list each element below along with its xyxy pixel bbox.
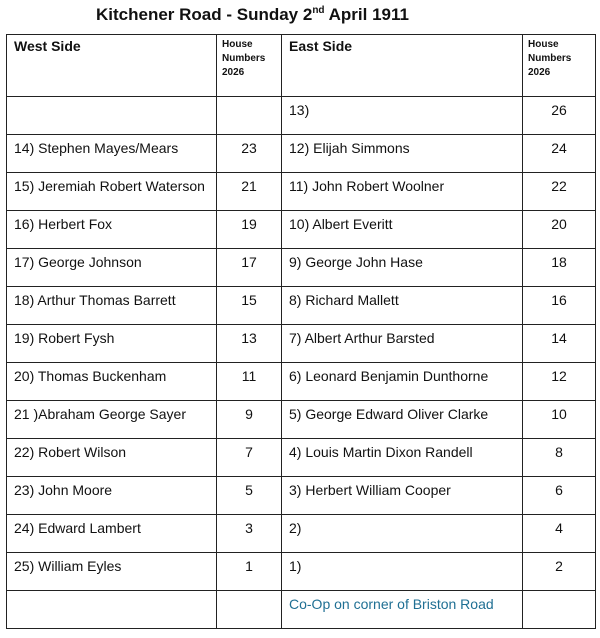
title-date-suffix: April 1911 [324,5,409,24]
east-resident-cell-text: 5) George Edward Oliver Clarke [289,406,489,422]
west-resident-cell-text: 19) Robert Fysh [14,330,115,346]
east-resident-cell [282,97,523,135]
west-resident-cell-text: 25) William Eyles [14,558,122,574]
west-house-number-cell [217,591,282,629]
page-title [96,5,409,25]
east-resident-cell [282,173,523,211]
east-house-number-cell-text: 24 [551,140,567,156]
east-house-numbers-header [523,35,596,97]
east-house-number-cell-text [523,591,595,595]
west-house-number-cell-text: 13 [241,330,257,346]
west-house-number-cell-text: 23 [241,140,257,156]
west-house-number-cell [217,477,282,515]
east-hn-line-2: Numbers [528,53,572,64]
east-house-number-cell [523,97,596,135]
west-resident-cell [7,439,217,477]
east-house-number-cell-text: 12 [551,368,567,384]
west-resident-cell-text: 18) Arthur Thomas Barrett [14,292,176,308]
east-resident-cell [282,135,523,173]
east-house-number-cell [523,135,596,173]
west-house-number-cell-text: 15 [241,292,257,308]
east-resident-cell [282,363,523,401]
table-row [7,477,596,515]
west-resident-cell [7,249,217,287]
east-resident-cell [282,439,523,477]
west-house-numbers-header [217,35,282,97]
west-house-number-cell-text: 1 [245,558,253,574]
west-side-header: West Side [7,35,217,97]
west-house-number-cell [217,325,282,363]
west-house-number-cell [217,553,282,591]
east-house-number-cell [523,477,596,515]
west-house-number-cell [217,287,282,325]
table-row [7,211,596,249]
east-resident-cell-text: 11) John Robert Woolner [289,178,445,194]
east-resident-cell-text: 7) Albert Arthur Barsted [289,330,435,346]
east-resident-cell-text: 1) [289,558,302,574]
coop-note-cell [282,591,523,629]
east-house-number-cell-text: 6 [555,482,563,498]
table-row [7,401,596,439]
east-resident-cell [282,287,523,325]
west-house-number-cell-text: 7 [245,444,253,460]
west-resident-cell [7,591,217,629]
east-resident-cell [282,515,523,553]
east-house-number-cell-text: 18 [551,254,567,270]
east-resident-cell-text: 6) Leonard Benjamin Dunthorne [289,368,489,384]
west-hn-line-3: 2026 [222,67,245,78]
east-resident-cell [282,249,523,287]
west-resident-cell-text [7,591,216,595]
west-house-number-cell-text [217,591,281,595]
east-resident-cell [282,401,523,439]
table-row [7,173,596,211]
title-text: Kitchener Road - Sunday 2 [96,5,313,24]
table-row [7,591,596,629]
table-row [7,439,596,477]
west-resident-cell-text: 24) Edward Lambert [14,520,141,536]
west-resident-cell [7,211,217,249]
west-house-number-cell-text: 19 [241,216,257,232]
east-house-number-cell-text: 16 [551,292,567,308]
east-house-number-cell-text: 4 [555,520,563,536]
west-house-number-cell-text [217,97,281,101]
table-row [7,249,596,287]
header-row [7,35,596,97]
west-house-number-cell [217,515,282,553]
east-house-number-cell-text: 20 [551,216,567,232]
west-house-number-cell [217,401,282,439]
east-house-number-cell-text: 8 [555,444,563,460]
east-house-number-cell [523,173,596,211]
west-resident-cell-text: 17) George Johnson [14,254,142,270]
west-house-number-cell-text: 21 [241,178,257,194]
west-resident-cell-text: 22) Robert Wilson [14,444,127,460]
west-resident-cell [7,97,217,135]
west-house-number-cell [217,439,282,477]
east-resident-cell-text: 10) Albert Everitt [289,216,393,232]
east-resident-cell-text: 3) Herbert William Cooper [289,482,451,498]
east-house-number-cell [523,401,596,439]
table-row [7,363,596,401]
east-resident-cell [282,477,523,515]
east-house-number-cell-text: 2 [555,558,563,574]
title-superscript: nd [312,5,325,16]
east-resident-cell [282,211,523,249]
east-hn-line-3: 2026 [528,67,551,78]
table-row [7,515,596,553]
west-resident-cell-text: 23) John Moore [14,482,113,498]
table-row [7,325,596,363]
west-resident-cell [7,325,217,363]
west-hn-line-2: Numbers [222,53,266,64]
west-resident-cell [7,515,217,553]
east-house-number-cell-text: 22 [551,178,567,194]
west-resident-cell [7,287,217,325]
east-house-number-cell [523,287,596,325]
west-resident-cell [7,477,217,515]
east-house-number-cell [523,591,596,629]
west-house-number-cell-text: 11 [241,368,257,384]
east-resident-cell-text: 2) [289,520,302,536]
west-resident-cell-text: 14) Stephen Mayes/Mears [14,140,179,156]
east-house-number-cell-text: 14 [551,330,567,346]
east-resident-cell-text: 12) Elijah Simmons [289,140,410,156]
west-house-number-cell [217,135,282,173]
east-resident-cell-text: 4) Louis Martin Dixon Randell [289,444,473,460]
west-house-number-cell [217,249,282,287]
east-house-number-cell-text: 26 [551,102,567,118]
east-hn-line-1: House [528,39,559,50]
west-house-number-cell-text: 9 [245,406,253,422]
west-resident-cell-text [7,97,216,101]
east-house-number-cell [523,515,596,553]
table-row [7,553,596,591]
east-house-number-cell [523,325,596,363]
table-row [7,287,596,325]
east-resident-cell-text: 9) George John Hase [289,254,423,270]
west-house-number-cell [217,173,282,211]
east-resident-cell [282,325,523,363]
west-house-number-cell [217,211,282,249]
west-house-number-cell-text: 17 [241,254,257,270]
east-resident-cell [282,553,523,591]
east-house-number-cell [523,211,596,249]
west-house-number-cell [217,363,282,401]
table-row [7,97,596,135]
east-house-number-cell [523,439,596,477]
west-resident-cell-text: 20) Thomas Buckenham [14,368,167,384]
west-resident-cell-text: 15) Jeremiah Robert Waterson [14,178,205,194]
east-resident-cell-text: 13) [289,102,310,118]
east-house-number-cell [523,249,596,287]
east-house-number-cell [523,363,596,401]
table-row [7,135,596,173]
west-hn-line-1: House [222,39,253,50]
west-resident-cell [7,553,217,591]
east-resident-cell-text: Co-Op on corner of Briston Road [289,596,494,612]
west-house-number-cell-text: 5 [245,482,253,498]
census-table [6,34,596,629]
east-resident-cell-text: 8) Richard Mallett [289,292,399,308]
west-resident-cell [7,401,217,439]
east-side-header: East Side [282,35,523,97]
west-house-number-cell [217,97,282,135]
west-resident-cell-text: 21 )Abraham George Sayer [14,406,186,422]
west-resident-cell-text: 16) Herbert Fox [14,216,113,232]
east-house-number-cell-text: 10 [551,406,567,422]
east-house-number-cell [523,553,596,591]
west-resident-cell [7,363,217,401]
west-resident-cell [7,135,217,173]
west-house-number-cell-text: 3 [245,520,253,536]
west-resident-cell [7,173,217,211]
